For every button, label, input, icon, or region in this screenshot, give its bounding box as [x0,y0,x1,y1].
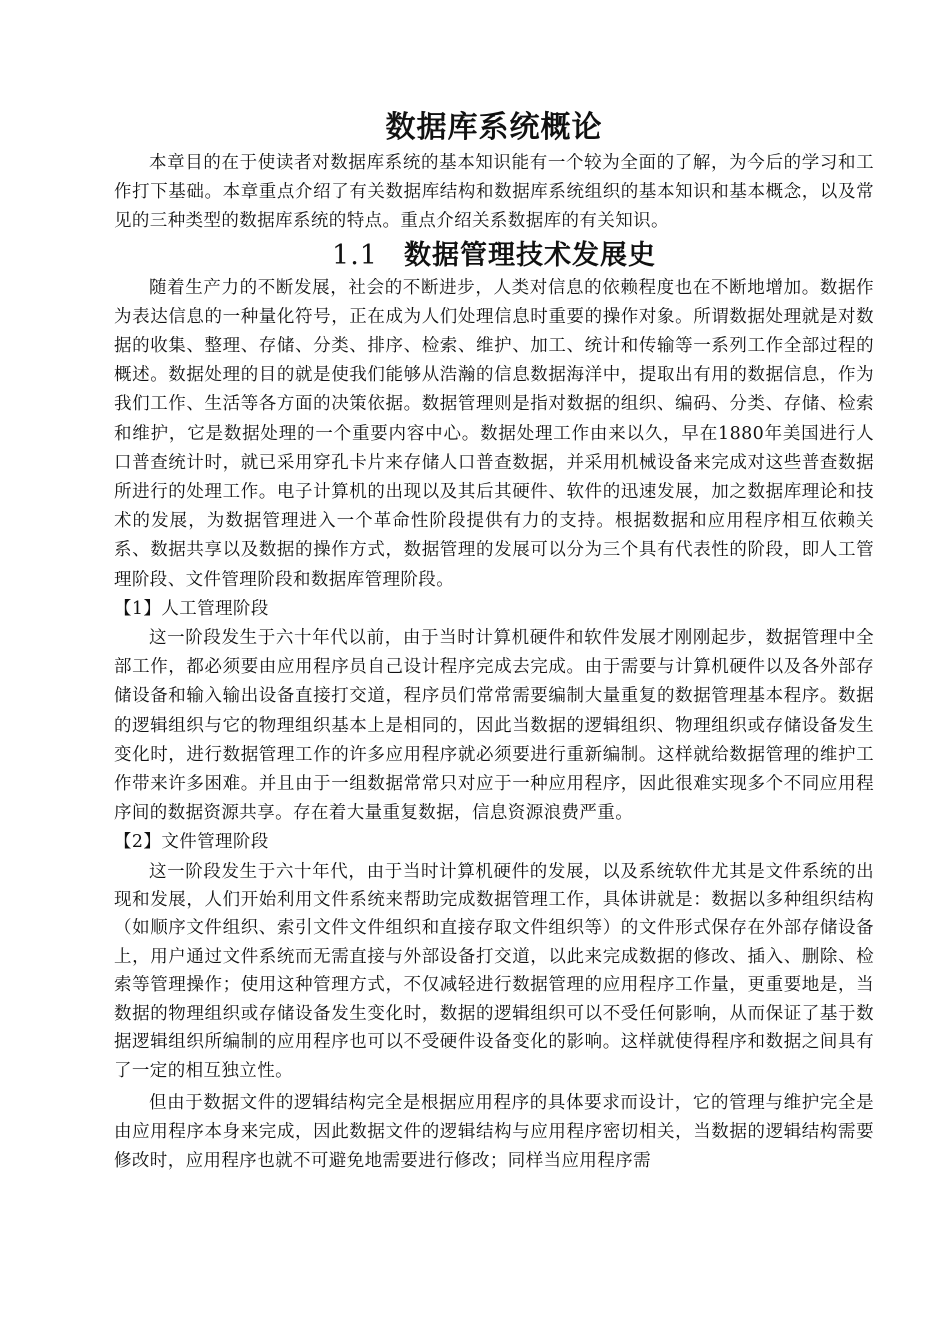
section-paragraph: 随着生产力的不断发展，社会的不断进步，人类对信息的依赖程度也在不断地增加。数据作为表达信息的一种量化符号，正在成为人们处理信息时重要的操作对象。所谓数据处理就是对数据的收集、整理、存储、分类、排序、检索、维护、加工、统计和传输等一系列工作全部过程的概述。数据处理的目的就是使我们能够从浩瀚的信息数据海洋中，提取出有用的数据信息，作为我们工作、生活等各方面的决策依据。数据管理则是指对数据的组织、编码、分类、存储、检索和维护，它是数据处理的一个重要内容中心。数据处理工作由来以久，早在1880年美国进行人口普查统计时，就已采用穿孔卡片来存储人口普查数据，并采用机械设备来完成对这些普查数据所进行的处理工作。电子计算机的出现以及其后其硬件、软件的迅速发展，加之数据库理论和技术的发展，为数据管理进入一个革命性阶段提供有力的支持。根据数据和应用程序相互依赖关系、数据共享以及数据的操作方式，数据管理的发展可以分为三个具有代表性的阶段，即人工管理阶段、文件管理阶段和数据库管理阶段。 [114,277,874,590]
stage2-heading: 【2】文件管理阶段 [114,832,269,853]
document-title: 数据库系统概论 [385,110,603,145]
section-number: 1.1 [332,239,378,271]
document-page [114,108,874,1177]
stage2-paragraph-1: 这一阶段发生于六十年代，由于当时计算机硬件的发展，以及系统软件尤其是文件系统的出现和发展，人们开始利用文件系统来帮助完成数据管理工作，具体讲就是：数据以多种组织结构（如顺序文件组织、索引文件文件组织和直接存取文件组织等）的文件形式保存在外部存储设备上，用户通过文件系统而无需直接与外部设备打交道，以此来完成数据的修改、插入、删除、检索等管理操作；使用这种管理方式，不仅减轻进行数据管理的应用程序工作量，更重要地是，当数据的物理组织或存储设备发生变化时，数据的逻辑组织可以不受任何影响，从而保证了基于数据逻辑组织所编制的应用程序也可以不受硬件设备变化的影响。这样就使得程序和数据之间具有了一定的相互独立性。 [114,861,874,1081]
section-title: 数据管理技术发展史 [403,239,656,271]
section-heading [114,237,874,274]
intro-paragraph: 本章目的在于使读者对数据库系统的基本知识能有一个较为全面的了解，为今后的学习和工作打下基础。本章重点介绍了有关数据库结构和数据库系统组织的基本知识和基本概念，以及常见的三种类型的数据库系统的特点。重点介绍关系数据库的有关知识。 [114,153,874,232]
stage2-paragraph-2: 但由于数据文件的逻辑结构完全是根据应用程序的具体要求而设计，它的管理与维护完全是由应用程序本身来完成，因此数据文件的逻辑结构与应用程序密切相关，当数据的逻辑结构需要修改时，应用程序也就不可避免地需要进行修改；同样当应用程序需 [114,1092,874,1172]
stage1-heading: 【1】人工管理阶段 [114,598,269,619]
stage1-paragraph: 这一阶段发生于六十年代以前，由于当时计算机硬件和软件发展才刚刚起步，数据管理中全部工作，都必须要由应用程序员自己设计程序完成去完成。由于需要与计算机硬件以及各外部存储设备和输入输出设备直接打交道，程序员们常常需要编制大量重复的数据管理基本程序。数据的逻辑组织与它的物理组织基本上是相同的，因此当数据的逻辑组织、物理组织或存储设备发生变化时，进行数据管理工作的许多应用程序就必须要进行重新编制。这样就给数据管理的维护工作带来许多困难。并且由于一组数据常常只对应于一种应用程序，因此很难实现多个不同应用程序间的数据资源共享。存在着大量重复数据，信息资源浪费严重。 [114,628,874,824]
